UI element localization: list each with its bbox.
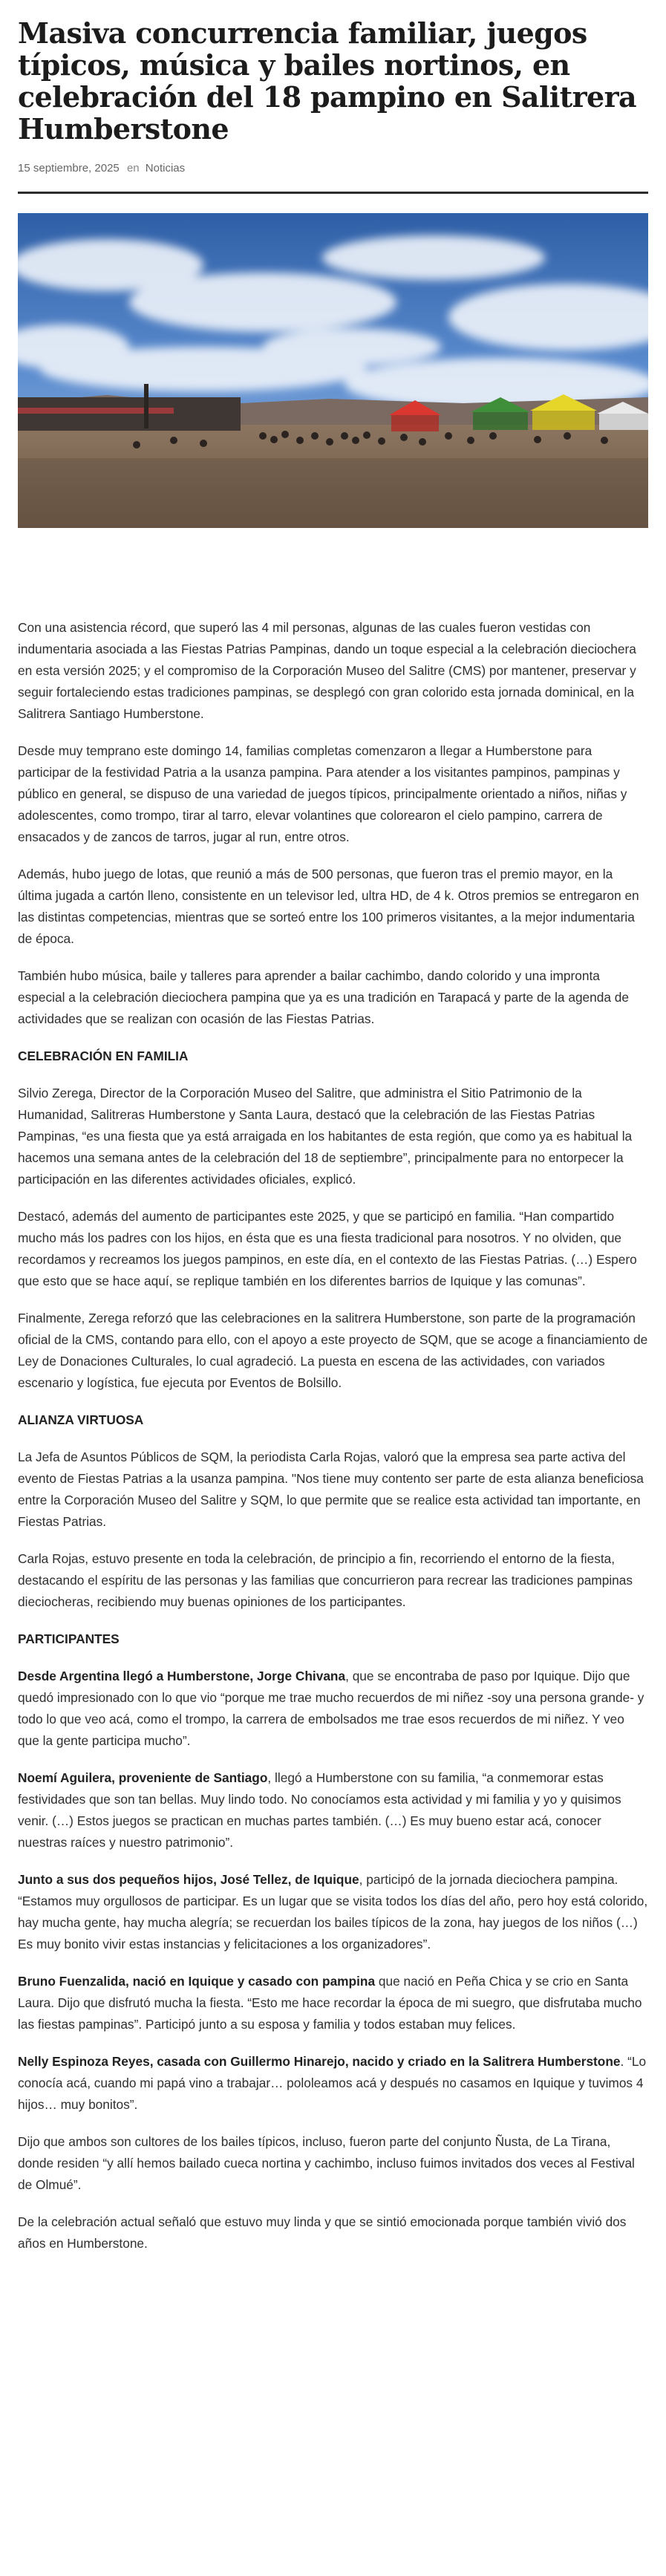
participant-name: Nelly Espinoza Reyes, casada con Guillermo Hinarejo, nacido y criado en la Salitrera Humberstone xyxy=(18,2053,621,2069)
participant-paragraph xyxy=(18,1666,648,1752)
paragraph: De la celebración actual señaló que estuvo muy linda y que se sintió emocionada porque también vivió dos años en Humberstone. xyxy=(18,2214,627,2251)
paragraph: También hubo música, baile y talleres para aprender a bailar cachimbo, dando colorido y una impronta especial a la celebración dieciochera pampina que ya es una tradición en Tarapacá y parte de la agenda de actividades que se realizan con ocasión de las Fiestas Patrias. xyxy=(18,968,630,1026)
section-heading: ALIANZA VIRTUOSA xyxy=(18,1412,144,1427)
section-heading: CELEBRACIÓN EN FAMILIA xyxy=(18,1048,189,1063)
paragraph: Además, hubo juego de lotas, que reunió a más de 500 personas, que fueron tras el premio mayor, en la última jugada a cartón lleno, consistente en un televisor led, ultra HD, de 4 k. Otros premios se entregaron en las distintas competencias, mientras que se sorteó entre los 100 primeros visitantes, a la mejor indumentaria de época. xyxy=(18,866,639,946)
post-title: Masiva concurrencia familiar, juegos típicos, música y bailes nortinos, en celebración del 18 pampino en Salitrera Humberstone xyxy=(18,16,637,146)
participant-name: Noemí Aguilera, proveniente de Santiago xyxy=(18,1770,268,1785)
category-link[interactable]: Noticias xyxy=(145,161,186,175)
paragraph: Desde muy temprano este domingo 14, familias completas comenzaron a llegar a Humberstone para participar de la festividad Patria a la usanza pampina. Para atender a los visitantes pampinos, pampinas y público en general, se dispuso de una variedad de juegos típicos, principalmente orientado a niños, niñas y adolescentes, como trompo, tirar al tarro, elevar volantines que colorearon el cielo pampino, carrera de ensacados y de zancos de tarros, jugar al run, entre otros. xyxy=(18,743,627,844)
post-date: 15 septiembre, 2025 xyxy=(18,161,120,175)
participant-paragraph xyxy=(18,1869,648,1955)
participant-name: Bruno Fuenzalida, nació en Iquique y casado con pampina xyxy=(18,1973,376,1989)
post-meta xyxy=(18,162,648,175)
paragraph-text: que nació en Peña Chica y se crio en Santa Laura. Dijo que disfrutó mucha la fiesta. “Esto me hace recordar la época de mi suegro, que disfrutaba mucho las fiestas pampinas”. Participó junto a su esposa y familia y todos estaban muy felices. xyxy=(18,1973,642,2032)
paragraph-text: , participó de la jornada dieciochera pampina. “Estamos muy orgullosos de participar. Es un lugar que se visita todos los días del año, pero hoy está colorido, hay mucha gente, hay mucha alegría; se recuerdan los bailes típicos de la zona, hay juegos de los niños (…) Es muy bonito vivir estas instancias y felicitaciones a los organizadores”. xyxy=(18,1871,648,1951)
paragraph: La Jefa de Asuntos Públicos de SQM, la periodista Carla Rojas, valoró que la empresa sea parte activa del evento de Fiestas Patrias a la usanza pampina. "Nos tiene muy contento ser parte de esta alianza beneficiosa entre la Corporación Museo del Salitre y SQM, lo que permite que se realice esta actividad tan importante, en Fiestas Patrias. xyxy=(18,1449,644,1529)
paragraph: Carla Rojas, estuvo presente en toda la celebración, de principio a fin, recorriendo el entorno de la fiesta, destacando el espíritu de las personas y las familias que concurrieron para recrear las tradiciones pampinas dieciocheras, recibiendo muy buenas opiniones de los participantes. xyxy=(18,1551,633,1609)
paragraph-text: , llegó a Humberstone con su familia, “a conmemorar estas festividades que son tan bellas. Muy lindo todo. No conocíamos esta actividad y mi familia y yo y quisimos venir. (…) Estos juegos se practican en muchas partes también. (…) Es muy bueno estar acá, conocer nuestras raíces y nuestro patrimonio”. xyxy=(18,1770,621,1850)
participant-paragraph xyxy=(18,1971,648,2035)
paragraph: Silvio Zerega, Director de la Corporación Museo del Salitre, que administra el Sitio Patrimonio de la Humanidad, Salitreras Humberstone y Santa Laura, destacó que la celebración de las Fiestas Patrias Pampinas, “es una fiesta que ya está arraigada en los habitantes de esta región, que como ya es habitual la hacemos una semana antes de la celebración del 18 de septiembre”, principalmente para no entorpecer la participación en las diferentes actividades oficiales, explicó. xyxy=(18,1085,633,1187)
paragraph: Con una asistencia récord, que superó las 4 mil personas, algunas de las cuales fueron vestidas con indumentaria asociada a las Fiestas Patrias Pampinas, dando un toque especial a la celebración dieciochera en esta versión 2025; y el compromiso de la Corporación Museo del Salitre (CMS) por mantener, preservar y seguir fortaleciendo estas tradiciones pampinas, se desplegó con gran colorido esta jornada dominical, en la Salitrera Santiago Humberstone. xyxy=(18,619,636,721)
paragraph-text: , que se encontraba de paso por Iquique. Dijo que quedó impresionado con lo que vio “porque me trae mucho recuerdos de mi niñez -soy una persona grande- y todo lo que veo acá, como el trompo, la carrera de embolsados me trae esos recuerdos de mi niñez. Y veo que la gente participa mucho”. xyxy=(18,1668,644,1748)
paragraph: Destacó, además del aumento de participantes este 2025, y que se participó en familia. “Han compartido mucho más los padres con los hijos, en ésta que es una fiesta tradicional para nosotros. Y no olviden, que recordamos y recreamos los juegos pampinos, en este día, en el contexto de las Fiestas Patrias. (…) Espero que esto que se hace aquí, se replique también en los diferentes barrios de Iquique y las comunas”. xyxy=(18,1208,637,1288)
title-divider xyxy=(18,192,648,194)
participant-paragraph xyxy=(18,1767,648,1853)
paragraph: Dijo que ambos son cultores de los bailes típicos, incluso, fueron parte del conjunto Ñusta, de La Tirana, donde residen “y allí hemos bailado cueca nortina y cachimbo, incluso fuimos invitados dos veces al Festival de Olmué”. xyxy=(18,2133,635,2192)
participant-paragraph xyxy=(18,2051,648,2116)
hero-image xyxy=(18,213,648,528)
article-body xyxy=(18,617,648,2254)
section-heading: PARTICIPANTES xyxy=(18,1631,120,1646)
participant-name: Junto a sus dos pequeños hijos, José Tellez, de Iquique xyxy=(18,1871,359,1887)
participant-name: Desde Argentina llegó a Humberstone, Jorge Chivana xyxy=(18,1668,346,1683)
category-prefix: en xyxy=(126,161,140,175)
paragraph: Finalmente, Zerega reforzó que las celebraciones en la salitrera Humberstone, son parte de la programación oficial de la CMS, contando para ello, con el apoyo a este proyecto de SQM, que se acoge a financiamiento de Ley de Donaciones Culturales, lo cual agradeció. La puesta en escena de las actividades, con variados escenario y logística, fue ejecuta por Eventos de Bolsillo. xyxy=(18,1310,648,1390)
foreground-shadow xyxy=(18,458,648,528)
paragraph-text: . “Lo conocía acá, cuando mi papá vino a trabajar… pololeamos acá y después no casamos en Iquique y tuvimos 4 hijos… muy bonitos”. xyxy=(18,2053,647,2112)
